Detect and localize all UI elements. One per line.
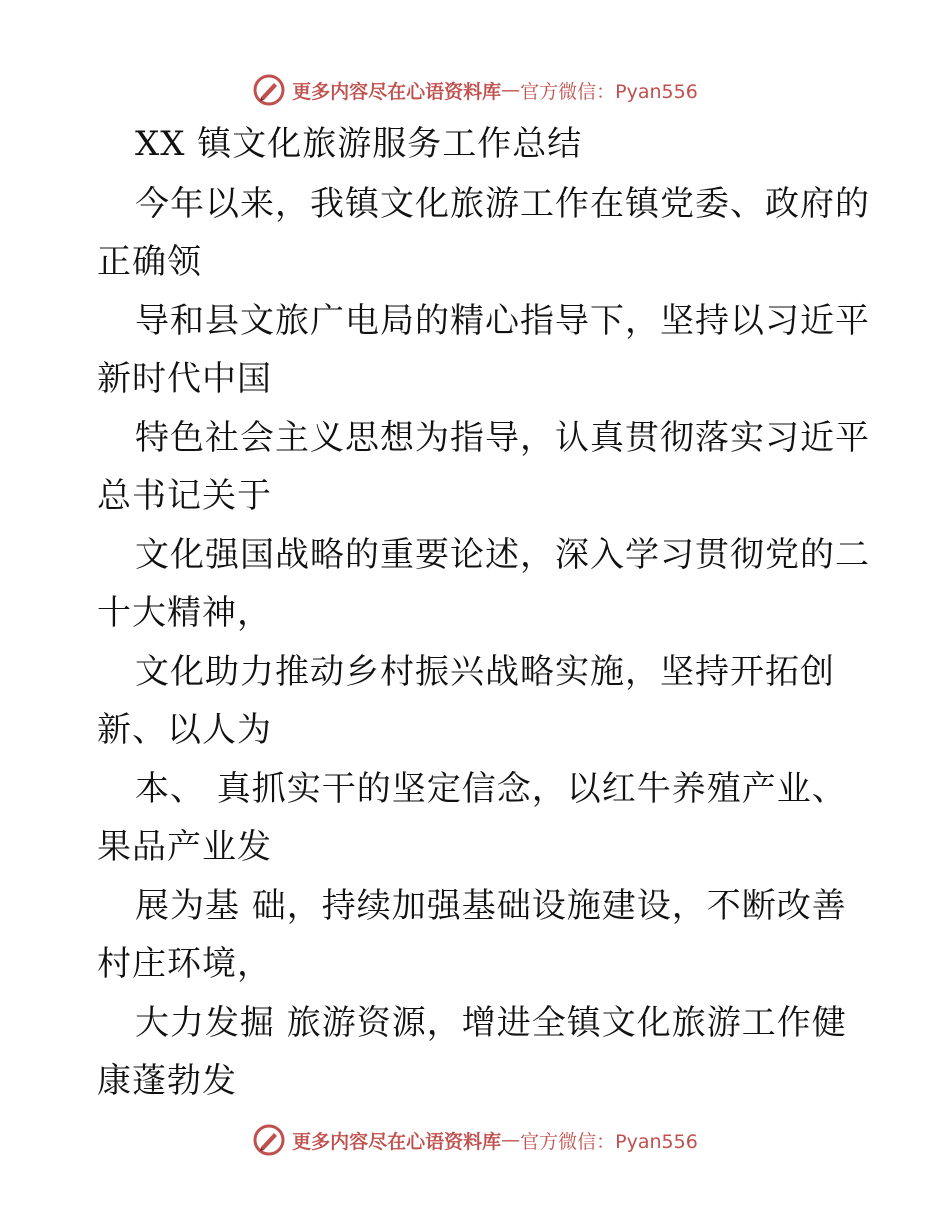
footer-banner bbox=[0, 1120, 950, 1160]
text-line: 新、以人为 bbox=[97, 710, 272, 750]
banner-separator: — bbox=[501, 1129, 521, 1151]
pen-logo-icon bbox=[252, 1123, 286, 1157]
text-line: 村庄环境， bbox=[97, 944, 272, 984]
header-banner bbox=[0, 70, 950, 110]
text-line: 康蓬勃发 bbox=[97, 1061, 237, 1101]
banner-wechat: 官方微信：Pyan556 bbox=[520, 1130, 698, 1153]
text-line: 导和县文旅广电局的精心指导下，坚持以习近平 bbox=[135, 301, 870, 341]
text-line: 文化强国战略的重要论述，深入学习贯彻党的二 bbox=[135, 535, 870, 575]
text-line: 今年以来，我镇文化旅游工作在镇党委、政府的 bbox=[135, 184, 870, 224]
text-line: 十大精神， bbox=[97, 593, 272, 633]
text-line: 正确领 bbox=[97, 242, 202, 282]
pen-logo-icon bbox=[252, 73, 286, 107]
banner-wechat: 官方微信：Pyan556 bbox=[520, 80, 698, 103]
text-line: 本、 真抓实干的坚定信念，以红牛养殖产业、 bbox=[135, 769, 847, 809]
text-line: 大力发掘 旅游资源，增进全镇文化旅游工作健 bbox=[135, 1003, 847, 1043]
text-line: 总书记关于 bbox=[97, 476, 272, 516]
text-line: 文化助力推动乡村振兴战略实施，坚持开拓创 bbox=[135, 652, 835, 692]
text-line: 展为基 础，持续加强基础设施建设，不断改善 bbox=[135, 886, 847, 926]
text-line: 特色社会主义思想为指导，认真贯彻落实习近平 bbox=[135, 418, 870, 458]
banner-separator: — bbox=[501, 79, 521, 101]
banner-text: 更多内容尽在心语资料库 bbox=[292, 80, 502, 103]
banner-text: 更多内容尽在心语资料库 bbox=[292, 1130, 502, 1153]
document-title: XX 镇文化旅游服务工作总结 bbox=[135, 124, 583, 164]
text-line: 新时代中国 bbox=[97, 359, 272, 399]
text-line: 果品产业发 bbox=[97, 827, 272, 867]
